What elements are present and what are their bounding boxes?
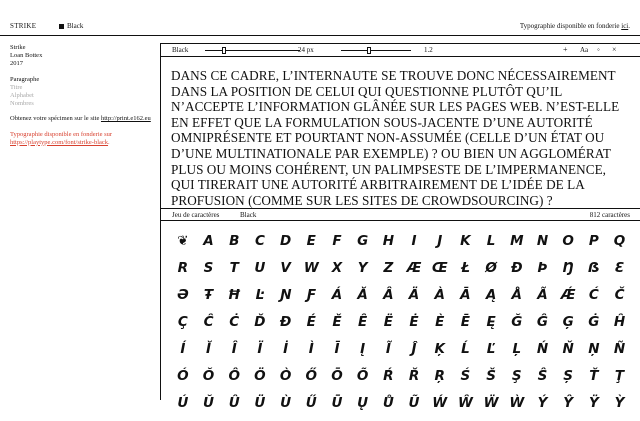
glyph-cell[interactable]: Ŧ bbox=[203, 287, 214, 303]
glyph-cell[interactable]: Ţ bbox=[614, 368, 625, 384]
glyph-cell[interactable]: Ẅ bbox=[483, 395, 499, 411]
glyph-cell[interactable]: Ħ bbox=[227, 287, 241, 303]
foundry-url-suffix: . bbox=[108, 138, 110, 146]
glyph-cell[interactable]: Ă bbox=[357, 287, 368, 303]
size-value: 24 px bbox=[298, 46, 314, 54]
leading-slider[interactable] bbox=[341, 50, 411, 51]
glyph-cell[interactable]: Ą bbox=[485, 287, 497, 303]
sidebar bbox=[10, 44, 155, 154]
glyph-cell[interactable]: J bbox=[437, 233, 443, 249]
font-name: Strike bbox=[10, 44, 26, 51]
glyph-cell[interactable]: B bbox=[229, 233, 240, 249]
glyph-cell[interactable]: Ĺ bbox=[461, 341, 470, 357]
glyph-cell[interactable]: Ê bbox=[358, 314, 368, 330]
glyph-cell[interactable]: Ô bbox=[228, 368, 240, 384]
glyph-cell[interactable]: Č bbox=[614, 287, 625, 303]
specimen-paragraph[interactable]: DANS CE CADRE, L’INTERNAUTE SE TROUVE DONC NÉCESSAIREMENT DANS LA POSITION DE CELUI QUI QUESTIONNE PLUTÔT QU’IL N’ACCEPTE L’INFORMATION GLÂNÉE SUR LES PAGES WEB. N’EST-ELLE EN EFFET QUE LA FORMULATION SOUS-JACENTE D’UNE AUTORITÉ OMNIPRÉSENTE ET POURTANT NON-ASSUMÉE (CELLE D’UN ÉTAT OU D’UNE MULTINATIONALE PAR EXEMPLE) ? OU BIEN UN AGGLOMÉRAT PLUS OU MOINS COHÉRENT, UN PALIMPSESTE DE L’IMPERMANENCE, QUI TIRERAIT UNE AUTORITÉ ARBITRAIREMENT DE L’IDÉE DE LA PROFUSION (COMME SUR LES SITES DE CROWDSOURCING) ? bbox=[171, 68, 620, 208]
glyph-cell[interactable]: Ẃ bbox=[432, 395, 448, 411]
glyph-cell[interactable]: Ä bbox=[408, 287, 420, 303]
glyph-cell[interactable]: Ő bbox=[305, 368, 318, 384]
view-options bbox=[10, 76, 155, 109]
glyph-cell[interactable]: Ò bbox=[279, 368, 292, 384]
glyph-cell[interactable]: Œ bbox=[431, 260, 448, 276]
glyph-cell[interactable]: Ř bbox=[408, 368, 420, 384]
top-bar bbox=[0, 0, 640, 36]
glyph-cell[interactable]: Ś bbox=[460, 368, 471, 384]
leading-slider-handle[interactable] bbox=[367, 47, 371, 54]
glyph-cell[interactable]: Ǽ bbox=[560, 287, 576, 303]
glyph-cell[interactable]: Ĩ bbox=[385, 341, 391, 357]
glyph-cell[interactable]: Ə bbox=[177, 287, 189, 303]
font-info bbox=[10, 44, 155, 69]
glyph-cell[interactable]: H bbox=[382, 233, 394, 249]
glyph-cell[interactable]: Â bbox=[383, 287, 394, 303]
glyph-cell[interactable]: È bbox=[435, 314, 445, 330]
glyph-cell[interactable]: Ş bbox=[511, 368, 522, 384]
glyph-cell[interactable]: Ļ bbox=[512, 341, 522, 357]
glyph-cell[interactable]: Ų bbox=[357, 395, 369, 411]
glyph-cell[interactable]: Ã bbox=[537, 287, 548, 303]
foundry-text: Typographie disponible en fonderie sur bbox=[10, 130, 113, 138]
glyph-cell[interactable]: Ù bbox=[280, 395, 292, 411]
glyph-cell[interactable]: Ÿ bbox=[588, 395, 599, 411]
glyph-cell[interactable]: Ý bbox=[537, 395, 548, 411]
glyph-cell[interactable]: Ŝ bbox=[537, 368, 548, 384]
glyph-cell[interactable]: Ũ bbox=[408, 395, 420, 411]
glyph-cell[interactable]: Ç bbox=[177, 314, 188, 330]
style-selector-label: Black bbox=[67, 22, 84, 30]
charset-style: Black bbox=[240, 211, 257, 219]
foundry-note-text: Typographie disponible en fonderie bbox=[519, 22, 622, 30]
invert-icon[interactable]: ◦ bbox=[597, 45, 600, 54]
font-author: Loan Bottex bbox=[10, 52, 43, 60]
option-alphabet[interactable]: Alphabet bbox=[10, 92, 34, 100]
square-icon bbox=[59, 24, 64, 29]
glyph-cell[interactable]: Û bbox=[228, 395, 240, 411]
controls-style-name[interactable]: Black bbox=[172, 46, 189, 54]
glyph-cell[interactable]: Ġ bbox=[588, 314, 600, 330]
glyph-cell[interactable]: Ć bbox=[588, 287, 599, 303]
glyph-cell[interactable]: Ū bbox=[331, 395, 343, 411]
glyph-cell[interactable]: F bbox=[332, 233, 342, 249]
glyph-cell[interactable]: Ĝ bbox=[536, 314, 549, 330]
glyph-cell[interactable]: Ď bbox=[254, 314, 266, 330]
glyph-cell[interactable]: Ċ bbox=[229, 314, 240, 330]
foundry-note-suffix: . bbox=[628, 22, 630, 30]
close-icon[interactable]: × bbox=[612, 45, 617, 54]
foundry-note bbox=[520, 22, 630, 30]
glyph-cell[interactable]: Ŭ bbox=[203, 395, 215, 411]
glyph-cell[interactable]: V bbox=[280, 260, 291, 276]
style-selector[interactable] bbox=[59, 22, 83, 30]
glyph-cell[interactable]: Ŋ bbox=[562, 260, 574, 276]
glyph-cell[interactable]: Ā bbox=[460, 287, 471, 303]
glyph-cell[interactable]: İ bbox=[283, 341, 289, 357]
glyph-cell[interactable]: Ī bbox=[334, 341, 340, 357]
glyph-cell[interactable]: Ğ bbox=[511, 314, 523, 330]
column-divider bbox=[160, 43, 161, 400]
glyph-cell[interactable]: Ť bbox=[589, 368, 599, 384]
glyph-cell[interactable]: Į bbox=[360, 341, 366, 357]
glyph-cell[interactable]: Ẁ bbox=[509, 395, 525, 411]
glyph-cell[interactable]: C bbox=[254, 233, 265, 249]
glyph-cell[interactable]: R bbox=[177, 260, 189, 276]
glyph-cell[interactable]: Ŗ bbox=[434, 368, 445, 384]
glyph-cell[interactable]: Y bbox=[357, 260, 368, 276]
glyph-cell[interactable]: Ì bbox=[308, 341, 314, 357]
glyph-cell[interactable]: Ľ bbox=[486, 341, 496, 357]
specimen-text: Obtenez votre spécimen sur le site bbox=[10, 115, 101, 123]
glyph-cell[interactable]: Ó bbox=[177, 368, 189, 384]
glyph-cell[interactable]: Ỳ bbox=[614, 395, 625, 411]
specimen-info bbox=[10, 115, 155, 123]
glyph-cell[interactable]: Ű bbox=[305, 395, 317, 411]
glyph-cell[interactable]: Ě bbox=[332, 314, 342, 330]
glyph-cell[interactable]: Ĭ bbox=[206, 341, 212, 357]
glyph-cell[interactable]: Š bbox=[486, 368, 496, 384]
glyph-cell[interactable]: Ë bbox=[383, 314, 393, 330]
glyph-cell[interactable]: S bbox=[203, 260, 214, 276]
glyph-cell[interactable]: Ů bbox=[382, 395, 394, 411]
glyph-cell[interactable]: M bbox=[510, 233, 524, 249]
specimen-link[interactable]: http://print.e162.eu bbox=[100, 115, 151, 123]
glyph-cell[interactable]: Í bbox=[180, 341, 186, 357]
glyph-cell[interactable]: Ņ bbox=[588, 341, 600, 357]
option-title[interactable]: Titre bbox=[10, 83, 23, 91]
glyph-cell[interactable]: X bbox=[331, 260, 343, 276]
glyph-cell[interactable]: U bbox=[254, 260, 266, 276]
type-controls bbox=[160, 43, 640, 57]
foundry-url[interactable]: https://playtype.com/font/strike-black bbox=[10, 138, 109, 146]
font-year: 2017 bbox=[10, 60, 23, 68]
glyph-cell[interactable]: Ĵ bbox=[411, 341, 417, 357]
glyph-cell[interactable]: A bbox=[203, 233, 214, 249]
case-toggle-icon[interactable]: Aa bbox=[580, 46, 589, 54]
glyph-cell[interactable]: Ð bbox=[511, 260, 523, 276]
glyph-cell[interactable]: Ň bbox=[562, 341, 574, 357]
glyph-cell[interactable]: Ō bbox=[331, 368, 343, 384]
charset-label: Jeu de caractères bbox=[172, 211, 220, 219]
glyph-cell[interactable]: Ŕ bbox=[383, 368, 394, 384]
glyph-cell[interactable]: Ɲ bbox=[279, 287, 292, 303]
glyph-cell[interactable]: Ƒ bbox=[306, 287, 316, 303]
glyph-cell[interactable]: Ĉ bbox=[203, 314, 214, 330]
glyph-cell[interactable]: Æ bbox=[406, 260, 422, 276]
glyph-cell[interactable]: É bbox=[306, 314, 316, 330]
glyph-cell[interactable]: G bbox=[357, 233, 369, 249]
glyph-cell[interactable]: Ú bbox=[177, 395, 189, 411]
foundry-link[interactable]: ici bbox=[621, 22, 629, 30]
glyph-cell[interactable]: Ŵ bbox=[457, 395, 473, 411]
glyph-cell[interactable]: Ē bbox=[460, 314, 471, 330]
brand-name[interactable]: STRIKE bbox=[10, 22, 37, 30]
glyph-cell[interactable]: Ș bbox=[563, 368, 574, 384]
glyph-cell[interactable]: Ń bbox=[536, 341, 549, 357]
glyph-cell[interactable]: Ü bbox=[254, 395, 266, 411]
charset-count: 812 caractères bbox=[589, 211, 630, 219]
glyph-cell[interactable]: Đ bbox=[279, 314, 292, 330]
glyph-cell[interactable]: N bbox=[536, 233, 549, 249]
glyph-cell[interactable]: I bbox=[411, 233, 417, 249]
glyph-cell[interactable]: Ŷ bbox=[563, 395, 574, 411]
glyph-cell[interactable]: Þ bbox=[537, 260, 548, 276]
glyph-cell[interactable]: Î bbox=[231, 341, 237, 357]
glyph-cell[interactable]: ❦ bbox=[177, 233, 189, 249]
glyph-cell[interactable]: Ï bbox=[257, 341, 263, 357]
size-slider[interactable] bbox=[205, 50, 300, 51]
leading-value: 1.2 bbox=[424, 46, 433, 54]
foundry-info bbox=[10, 131, 155, 147]
glyph-cell[interactable]: T bbox=[229, 260, 239, 276]
glyph-cell[interactable]: Ñ bbox=[613, 341, 626, 357]
glyph-cell[interactable]: Å bbox=[511, 287, 522, 303]
glyph-grid bbox=[170, 232, 635, 421]
glyph-cell[interactable]: Ĥ bbox=[613, 314, 626, 330]
glyph-cell[interactable]: P bbox=[588, 233, 599, 249]
glyph-cell[interactable]: L bbox=[486, 233, 496, 249]
glyph-cell[interactable]: Ø bbox=[485, 260, 497, 276]
glyph-cell[interactable]: O bbox=[562, 233, 574, 249]
glyph-cell[interactable]: Ö bbox=[254, 368, 266, 384]
glyph-cell[interactable]: Ɛ bbox=[614, 260, 625, 276]
glyph-cell[interactable]: D bbox=[279, 233, 292, 249]
glyph-cell[interactable]: Z bbox=[383, 260, 394, 276]
glyph-cell[interactable]: Ė bbox=[409, 314, 419, 330]
glyph-cell[interactable]: Ģ bbox=[562, 314, 574, 330]
glyph-cell[interactable]: À bbox=[434, 287, 445, 303]
glyph-cell[interactable]: Õ bbox=[356, 368, 369, 384]
glyph-cell[interactable]: Q bbox=[613, 233, 626, 249]
glyph-cell[interactable]: K bbox=[460, 233, 471, 249]
glyph-cell[interactable]: Ŏ bbox=[202, 368, 215, 384]
add-icon[interactable]: + bbox=[563, 45, 568, 54]
glyph-cell[interactable]: W bbox=[303, 260, 319, 276]
glyph-cell[interactable]: Á bbox=[331, 287, 343, 303]
glyph-cell[interactable]: Ł bbox=[460, 260, 470, 276]
glyph-cell[interactable]: Ę bbox=[486, 314, 496, 330]
option-paragraph[interactable]: Paragraphe bbox=[10, 75, 40, 83]
glyph-cell[interactable]: E bbox=[306, 233, 316, 249]
glyph-cell[interactable]: Ŀ bbox=[255, 287, 265, 303]
glyph-cell[interactable]: ẞ bbox=[587, 260, 600, 276]
size-slider-handle[interactable] bbox=[222, 47, 226, 54]
glyph-cell[interactable]: Ķ bbox=[434, 341, 445, 357]
charset-header bbox=[160, 208, 640, 221]
option-numbers[interactable]: Nombres bbox=[10, 100, 34, 108]
